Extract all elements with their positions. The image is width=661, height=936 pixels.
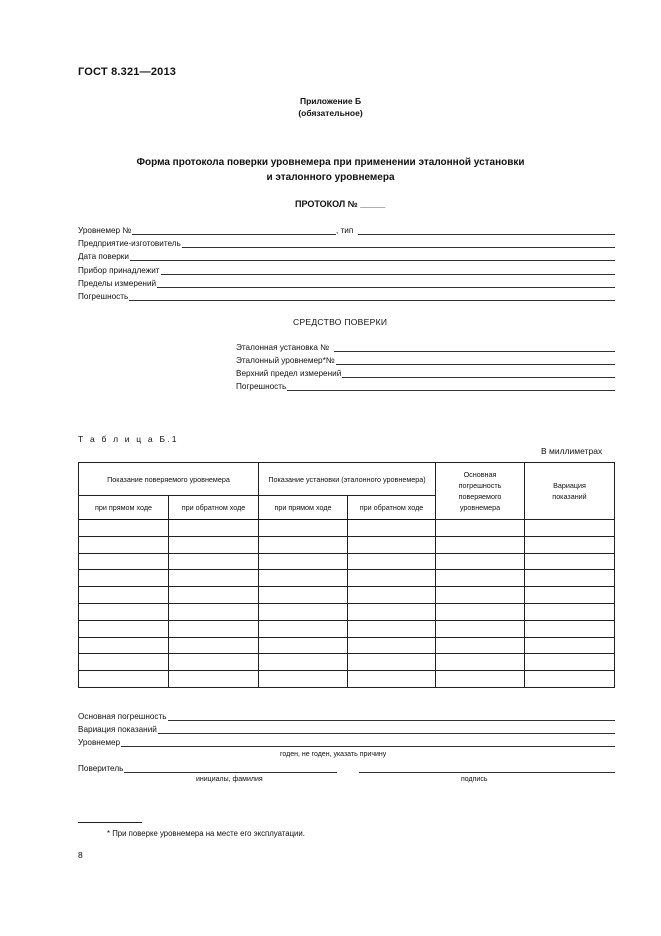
table-cell[interactable] bbox=[79, 654, 169, 671]
table-row bbox=[79, 654, 615, 671]
table-cell[interactable] bbox=[525, 587, 615, 604]
verdict-label: Уровнемер bbox=[78, 738, 121, 747]
table-cell[interactable] bbox=[525, 671, 615, 688]
table-cell[interactable] bbox=[169, 637, 259, 654]
table-cell[interactable] bbox=[436, 520, 525, 537]
manufacturer-field[interactable] bbox=[78, 237, 615, 248]
ref-level-meter-label: Эталонный уровнемер*№ bbox=[236, 356, 335, 365]
table-cell[interactable] bbox=[169, 553, 259, 570]
signature-field[interactable] bbox=[359, 762, 615, 773]
table-cell[interactable] bbox=[348, 553, 436, 570]
table-row bbox=[79, 637, 615, 654]
initials-hint: инициалы, фамилия bbox=[196, 776, 263, 783]
table-cell[interactable] bbox=[348, 637, 436, 654]
appendix-status: (обязательное) bbox=[298, 108, 363, 118]
table-cell[interactable] bbox=[79, 536, 169, 553]
standard-header: ГОСТ 8.321—2013 bbox=[78, 66, 177, 78]
table-cell[interactable] bbox=[79, 671, 169, 688]
table-cell[interactable] bbox=[348, 587, 436, 604]
table-row bbox=[79, 570, 615, 587]
table-cell[interactable] bbox=[259, 570, 348, 587]
table-cell[interactable] bbox=[436, 570, 525, 587]
table-cell[interactable] bbox=[348, 603, 436, 620]
table-cell[interactable] bbox=[348, 654, 436, 671]
verification-means-heading: СРЕДСТВО ПОВЕРКИ bbox=[293, 317, 388, 327]
owner-field[interactable] bbox=[78, 264, 615, 275]
variation-field[interactable] bbox=[78, 723, 615, 734]
table-cell[interactable] bbox=[259, 536, 348, 553]
date-label: Дата поверки bbox=[78, 252, 129, 261]
table-unit: В миллиметрах bbox=[541, 446, 603, 456]
table-cell[interactable] bbox=[259, 671, 348, 688]
form-title-line2: и эталонного уровнемера bbox=[266, 172, 395, 183]
table-cell[interactable] bbox=[259, 520, 348, 537]
protocol-number: ПРОТОКОЛ № _____ bbox=[295, 199, 386, 209]
signature-hint: подпись bbox=[461, 776, 488, 783]
table-cell[interactable] bbox=[169, 671, 259, 688]
upper-limit-label: Верхний предел измерений bbox=[236, 369, 342, 378]
ref-error-label: Погрешность bbox=[236, 382, 287, 391]
table-cell[interactable] bbox=[436, 587, 525, 604]
header-variation: Вариация показаний bbox=[525, 463, 615, 520]
verdict-field[interactable] bbox=[78, 736, 615, 747]
verifier-label: Поверитель bbox=[78, 764, 124, 773]
table-cell[interactable] bbox=[525, 520, 615, 537]
level-meter-label: Уровнемер № bbox=[78, 226, 132, 235]
table-cell[interactable] bbox=[79, 553, 169, 570]
header-reference-reading: Показание установки (эталонного уровнемера) bbox=[259, 463, 436, 496]
page-number: 8 bbox=[78, 850, 83, 860]
header-tested-meter: Показание поверяемого уровнемера bbox=[79, 463, 259, 496]
table-cell[interactable] bbox=[259, 553, 348, 570]
table-cell[interactable] bbox=[79, 620, 169, 637]
table-cell[interactable] bbox=[525, 536, 615, 553]
table-row bbox=[79, 520, 615, 537]
table-cell[interactable] bbox=[436, 671, 525, 688]
table-row bbox=[79, 553, 615, 570]
main-error-label: Основная погрешность bbox=[78, 712, 167, 721]
variation-label: Вариация показаний bbox=[78, 725, 157, 734]
upper-limit-field[interactable] bbox=[236, 367, 615, 378]
table-cell[interactable] bbox=[348, 671, 436, 688]
ref-installation-label: Эталонная установка № bbox=[236, 343, 329, 352]
manufacturer-label: Предприятие-изготовитель bbox=[78, 239, 181, 248]
table-cell[interactable] bbox=[259, 620, 348, 637]
table-cell[interactable] bbox=[79, 570, 169, 587]
type-label: , тип bbox=[336, 226, 354, 235]
appendix-title: Приложение Б bbox=[299, 96, 362, 106]
table-cell[interactable] bbox=[169, 587, 259, 604]
ref-error-field[interactable] bbox=[236, 380, 615, 391]
footnote-divider bbox=[78, 822, 142, 823]
sub-backward-reference: при обратном ходе bbox=[348, 496, 436, 520]
table-cell[interactable] bbox=[525, 553, 615, 570]
table-cell[interactable] bbox=[169, 603, 259, 620]
sub-forward-tested: при прямом ходе bbox=[79, 496, 169, 520]
table-cell[interactable] bbox=[169, 520, 259, 537]
table-cell[interactable] bbox=[79, 520, 169, 537]
verifier-name-field[interactable] bbox=[78, 762, 337, 773]
range-field[interactable] bbox=[78, 277, 615, 288]
table-cell[interactable] bbox=[525, 570, 615, 587]
table-cell[interactable] bbox=[436, 620, 525, 637]
owner-label: Прибор принадлежит bbox=[78, 266, 160, 275]
date-field[interactable] bbox=[78, 250, 615, 261]
table-cell[interactable] bbox=[79, 587, 169, 604]
table-row bbox=[79, 671, 615, 688]
table-cell[interactable] bbox=[169, 620, 259, 637]
level-meter-field[interactable] bbox=[78, 224, 336, 235]
table-cell[interactable] bbox=[348, 620, 436, 637]
table-cell[interactable] bbox=[525, 654, 615, 671]
ref-installation-field[interactable] bbox=[236, 341, 615, 352]
table-cell[interactable] bbox=[259, 603, 348, 620]
sub-backward-tested: при обратном ходе bbox=[169, 496, 259, 520]
table-cell[interactable] bbox=[169, 570, 259, 587]
table-row bbox=[79, 620, 615, 637]
table-cell[interactable] bbox=[525, 637, 615, 654]
table-cell[interactable] bbox=[79, 603, 169, 620]
readings-table bbox=[78, 462, 615, 688]
table-cell[interactable] bbox=[259, 637, 348, 654]
table-cell[interactable] bbox=[79, 637, 169, 654]
table-cell[interactable] bbox=[436, 536, 525, 553]
table-row bbox=[79, 603, 615, 620]
table-cell[interactable] bbox=[436, 603, 525, 620]
table-cell[interactable] bbox=[348, 536, 436, 553]
error-field[interactable] bbox=[78, 290, 615, 301]
ref-level-meter-field[interactable] bbox=[236, 354, 615, 365]
table-row bbox=[79, 587, 615, 604]
error-label: Погрешность bbox=[78, 292, 129, 301]
form-title-line1: Форма протокола поверки уровнемера при применении эталонной установки bbox=[136, 157, 525, 168]
verdict-hint: годен, не годен, указать причину bbox=[280, 751, 387, 758]
main-error-field[interactable] bbox=[78, 710, 615, 721]
range-label: Пределы измерений bbox=[78, 279, 157, 288]
table-cell[interactable] bbox=[169, 536, 259, 553]
table-cell[interactable] bbox=[525, 603, 615, 620]
table-row bbox=[79, 536, 615, 553]
sub-forward-reference: при прямом ходе bbox=[259, 496, 348, 520]
table-cell[interactable] bbox=[259, 654, 348, 671]
table-cell[interactable] bbox=[436, 654, 525, 671]
table-cell[interactable] bbox=[436, 553, 525, 570]
table-cell[interactable] bbox=[525, 620, 615, 637]
type-field[interactable] bbox=[336, 224, 615, 235]
table-cell[interactable] bbox=[348, 520, 436, 537]
table-caption: Т а б л и ц а Б.1 bbox=[78, 434, 179, 444]
header-main-error: Основная погрешность поверяемого уровнемера bbox=[436, 463, 525, 520]
table-cell[interactable] bbox=[259, 587, 348, 604]
table-cell[interactable] bbox=[348, 570, 436, 587]
table-cell[interactable] bbox=[436, 637, 525, 654]
table-cell[interactable] bbox=[169, 654, 259, 671]
footnote: * При поверке уровнемера на месте его эксплуатации. bbox=[107, 829, 305, 838]
